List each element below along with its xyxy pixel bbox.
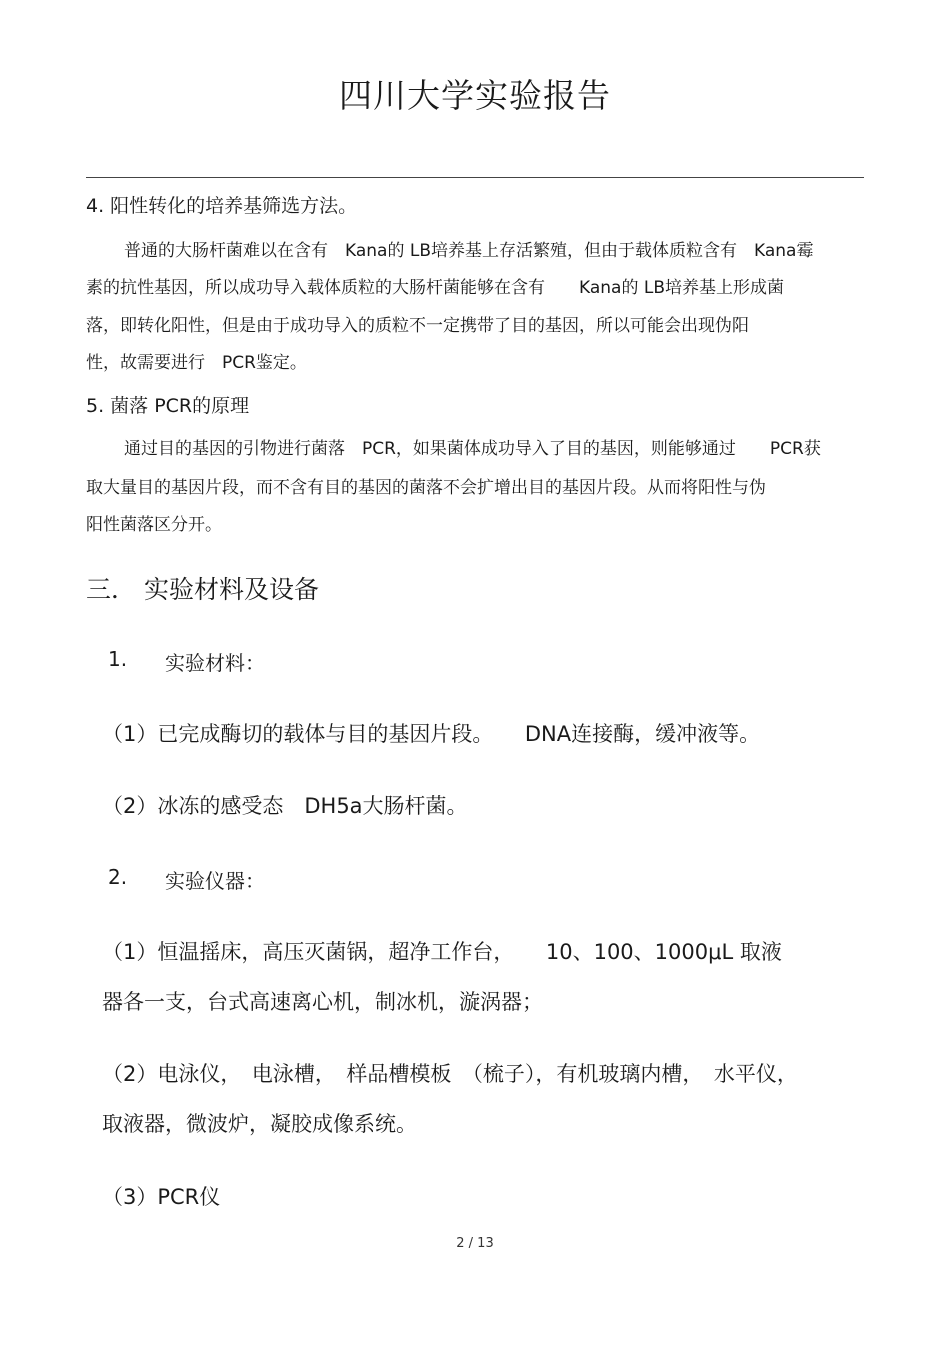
instruments-line: （3）PCR仪: [102, 1185, 221, 1209]
section-5-line: 通过目的基因的引物进行菌落 PCR，如果菌体成功导入了目的基因，则能够通过 PCR获: [124, 439, 821, 459]
section-3-heading: 三． 实验材料及设备: [86, 575, 319, 604]
page-number: 2 / 13: [456, 1236, 494, 1251]
section-4-line: 素的抗性基因，所以成功导入载体质粒的大肠杆菌能够在含有 Kana的 LB培养基上形成菌: [86, 278, 784, 298]
materials-label: 实验材料：: [165, 651, 265, 675]
instruments-line: 取液器，微波炉，凝胶成像系统。: [102, 1112, 417, 1136]
section-4-heading: 4. 阳性转化的培养基筛选方法。: [86, 195, 358, 217]
section-4-line: 普通的大肠杆菌难以在含有 Kana的 LB培养基上存活繁殖，但由于载体质粒含有 Kana霉: [124, 241, 814, 261]
materials-number: 1.: [108, 647, 128, 671]
instruments-label: 实验仪器：: [165, 869, 265, 893]
instruments-line: （2）电泳仪， 电泳槽， 样品槽模板 （梳子），有机玻璃内槽， 水平仪，: [102, 1062, 798, 1086]
section-4-line: 落，即转化阳性，但是由于成功导入的质粒不一定携带了目的基因，所以可能会出现伪阳: [86, 316, 749, 336]
instruments-line: （1）恒温摇床，高压灭菌锅，超净工作台， 10、100、1000μL 取液: [102, 940, 782, 964]
section-5-heading: 5. 菌落 PCR的原理: [86, 395, 250, 417]
instruments-number: 2.: [108, 865, 128, 889]
page-title: 四川大学实验报告: [339, 76, 611, 115]
section-4-line: 性，故需要进行 PCR鉴定。: [86, 353, 307, 373]
instruments-line: 器各一支，台式高速离心机，制冰机，漩涡器；: [102, 990, 543, 1014]
section-5-line: 取大量目的基因片段，而不含有目的基因的菌落不会扩增出目的基因片段。从而将阳性与伪: [86, 478, 766, 498]
materials-item: （1）已完成酶切的载体与目的基因片段。 DNA连接酶，缓冲液等。: [102, 722, 761, 746]
title-divider: [86, 177, 864, 178]
section-5-line: 阳性菌落区分开。: [86, 515, 222, 535]
materials-item: （2）冰冻的感受态 DH5a大肠杆菌。: [102, 794, 468, 818]
